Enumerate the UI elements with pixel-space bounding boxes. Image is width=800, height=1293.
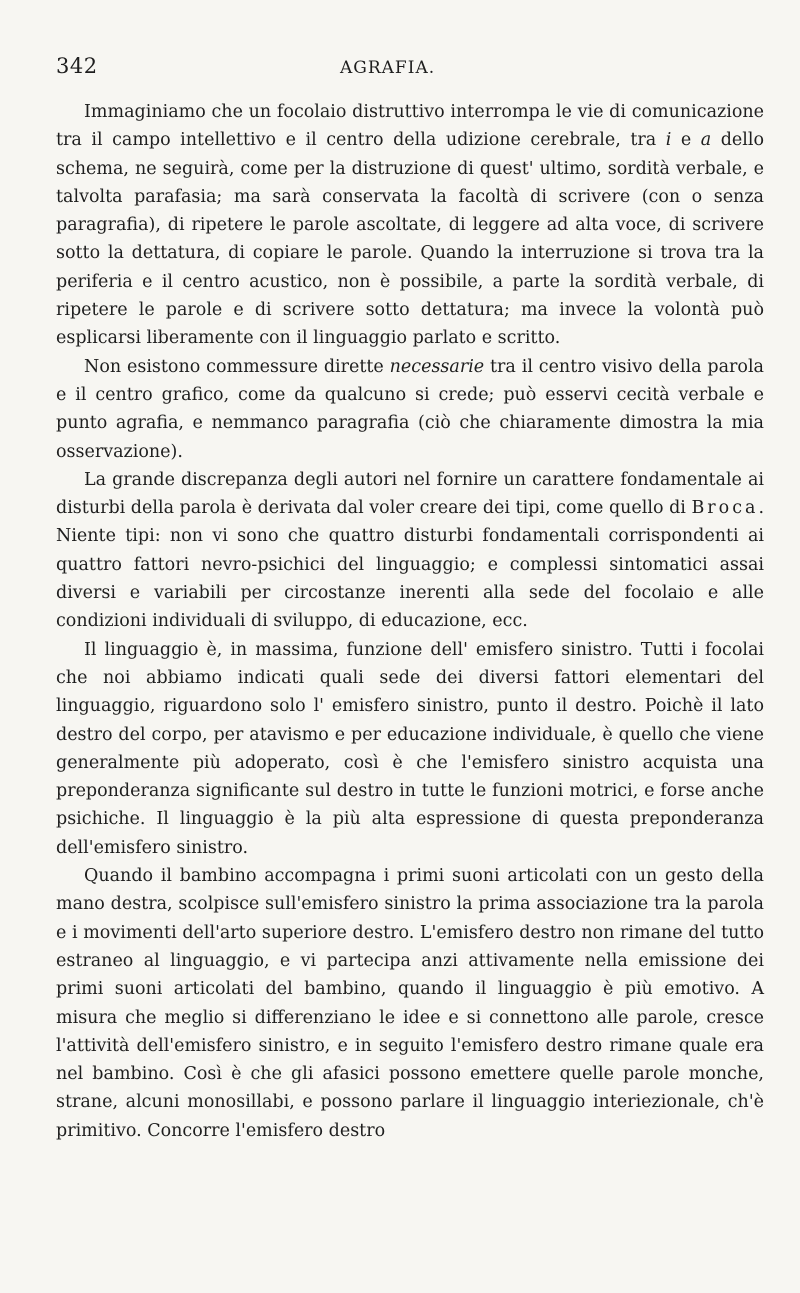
paragraph-2-text-a: Non esistono commessure dirette	[84, 356, 390, 377]
paragraph-1	[56, 98, 764, 353]
body-text	[56, 98, 764, 1145]
schema-letter-i: i	[665, 130, 672, 151]
schema-letter-a: a	[700, 130, 712, 151]
paragraph-5-text: Quando il bambino accompagna i primi suoni articolati con un gesto della mano destra, scolpisce sull'emisfero sinistro la prima associazione tra la parola e i movimenti dell'arto superiore destro. L'emisfero destro non rimane del tutto estraneo al linguaggio, e vi partecipa anzi attivamente nella emissione dei primi suoni articolati del bambino, quando il linguaggio è più emotivo. A misura che meglio si differenziano le idee e si connettono alle parole, cresce l'attività dell'emisfero sinistro, e in seguito l'emisfero destro rimane quale era nel bambino. Così è che gli afasici possono emettere quelle parole monche, strane, alcuni monosillabi, e possono parlare il linguaggio interiezionale, ch'è primitivo. Concorre l'emisfero destro	[56, 866, 764, 1141]
paragraph-3-text-a: La grande discrepanza degli autori nel fornire un carattere fondamentale ai disturbi della parola è derivata dal voler creare dei tipi, come quello di	[56, 469, 764, 519]
paragraph-5	[56, 862, 764, 1145]
paragraph-3-text-b: . Niente tipi: non vi sono che quattro disturbi fondamentali corrispondenti ai quattro fattori nevro-psichici del linguaggio; e complessi sintomatici assai diversi e variabili per circostanze inerenti alla sede del focolaio e alle condizioni individuali di sviluppo, di educazione, ecc.	[56, 498, 765, 632]
paragraph-2-text-b: tra il centro visivo della parola e il centro grafico, come da qualcuno si crede; può esservi cecità verbale e punto agrafia, e nemmanco paragrafia (ciò che chiaramente dimostra la mia osservazione).	[56, 356, 764, 462]
paragraph-4-text: Il linguaggio è, in massima, funzione dell' emisfero sinistro. Tutti i focolai che noi abbiamo indicati quali sede dei diversi fattori elementari del linguaggio, riguardono solo l' emisfero sinistro, punto il destro. Poichè il lato destro del corpo, per atavismo e per educazione individuale, è quello che viene generalmente più adoperato, così è che l'emisfero sinistro acquista una preponderanza significante sul destro in tutte le funzioni motrici, e forse anche psichiche. Il linguaggio è la più alta espressione di questa preponderanza dell'emisfero sinistro.	[56, 639, 764, 858]
paragraph-4	[56, 636, 764, 862]
paragraph-1-text-a: Immaginiamo che un focolaio distruttivo interrompa le vie di comunicazione tra il campo intellettivo e il centro della udizione cerebrale, tra	[56, 102, 764, 151]
paragraph-3	[56, 466, 764, 636]
running-title: AGRAFIA.	[340, 58, 436, 78]
author-name-broca: Broca	[691, 498, 759, 519]
paragraph-1-text-b: e	[671, 130, 701, 151]
paragraph-2	[56, 353, 764, 466]
emphasis-necessarie: necessarie	[389, 356, 485, 377]
page-number: 342	[56, 54, 98, 78]
paragraph-1-text-c: dello schema, ne seguirà, come per la distruzione di quest' ultimo, sordità verbale, e talvolta parafasia; ma sarà conservata la facoltà di scrivere (con o senza paragrafia), di ripetere le parole ascoltate, di leggere ad alta voce, di scrivere sotto la dettatura, di copiare le parole. Quando la interruzione si trova tra la periferia e il centro acustico, non è possibile, a parte la sordità verbale, di ripetere le parole e di scrivere sotto dettatura; ma invece la volontà può esplicarsi liberamente con il linguaggio parlato e scritto.	[56, 130, 764, 349]
